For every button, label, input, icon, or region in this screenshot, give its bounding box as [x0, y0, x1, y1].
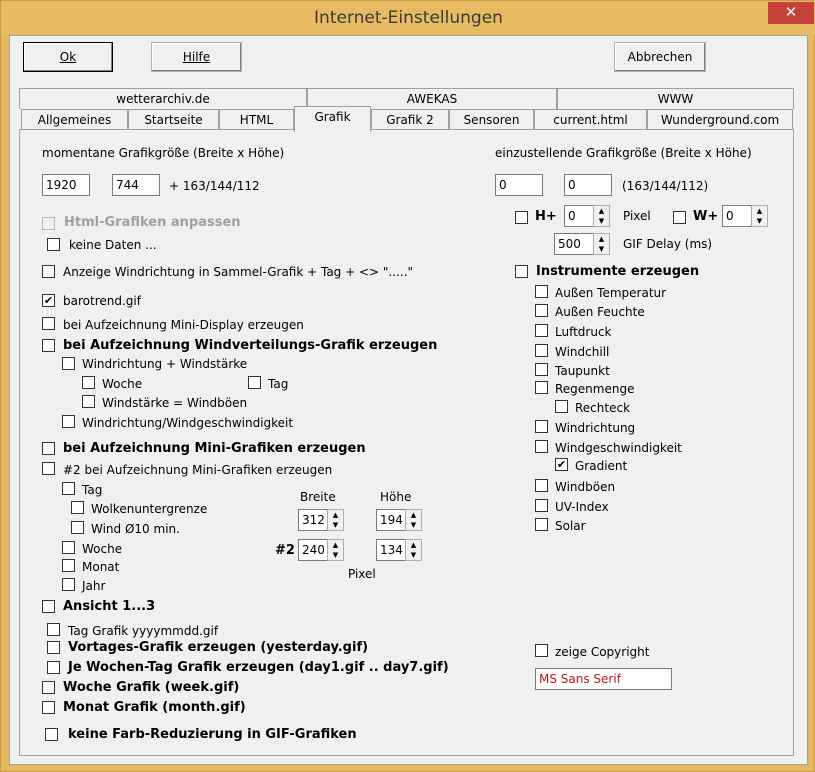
inst-windchill-checkbox[interactable] — [535, 344, 548, 357]
wind-dir-speed-label: Windrichtung + Windstärke — [82, 357, 248, 371]
barotrend-checkbox[interactable]: ✔ — [43, 294, 54, 307]
wind-dir-sammel-checkbox[interactable] — [42, 265, 55, 278]
barotrend-label: barotrend.gif — [63, 294, 141, 308]
copyright-checkbox[interactable] — [535, 644, 548, 657]
inst-aussen-temp-label: Außen Temperatur — [555, 286, 667, 300]
jahr-label: Jahr — [82, 579, 106, 593]
wind-dir-speed2-label: Windrichtung/Windgeschwindigkeit — [82, 416, 294, 430]
help-label: Hilfe — [182, 50, 211, 64]
inst-aussen-feuchte-label: Außen Feuchte — [555, 305, 645, 319]
woche-label: Woche — [102, 377, 143, 391]
ok-label: Ok — [59, 50, 77, 64]
mini-height2-spinner[interactable]: ▲ ▼ — [405, 539, 422, 561]
wplus-checkbox[interactable] — [673, 211, 686, 224]
ok-button[interactable] — [23, 42, 113, 72]
second-set-label: #2 — [275, 543, 295, 558]
woche2-label: Woche — [82, 542, 123, 556]
wind-dist-label: bei Aufzeichnung Windverteilungs-Grafik erzeugen — [63, 338, 438, 353]
inst-regenmenge-label: Regenmenge — [555, 382, 635, 396]
hplus-checkbox[interactable] — [515, 211, 528, 224]
monat-label: Monat — [82, 560, 120, 574]
inst-taupunkt-checkbox[interactable] — [535, 363, 548, 376]
instruments-checkbox[interactable] — [515, 265, 528, 278]
woche-grafik-label: Woche Grafik (week.gif) — [63, 680, 240, 695]
inst-windrichtung-checkbox[interactable] — [535, 420, 548, 433]
tab-www[interactable]: WWW — [557, 88, 794, 109]
cancel-button[interactable] — [614, 42, 706, 72]
woche2-checkbox[interactable] — [62, 541, 75, 554]
tag2-checkbox[interactable] — [62, 482, 75, 495]
mini-size-unit: Pixel — [348, 567, 376, 581]
tab-html[interactable]: HTML — [219, 109, 294, 130]
copyright-label: zeige Copyright — [555, 645, 650, 659]
breite-header: Breite — [300, 490, 336, 504]
hplus-spinner[interactable]: ▲ ▼ — [593, 205, 610, 227]
keine-farb-checkbox[interactable] — [45, 728, 58, 741]
jahr-checkbox[interactable] — [62, 578, 75, 591]
mini-grafiken-label: bei Aufzeichnung Mini-Grafiken erzeugen — [63, 441, 366, 456]
ansicht-label: Ansicht 1...3 — [63, 599, 156, 614]
mini-grafiken2-label: #2 bei Aufzeichnung Mini-Grafiken erzeugen — [63, 463, 333, 477]
inst-solar-checkbox[interactable] — [535, 518, 548, 531]
wind-gusts-label: Windstärke = Windböen — [102, 396, 248, 410]
wind10-checkbox[interactable] — [71, 521, 84, 534]
wind-dir-sammel-label: Anzeige Windrichtung in Sammel-Grafik + Tag + <> "....." — [63, 265, 414, 279]
inst-rechteck-checkbox[interactable] — [555, 400, 568, 413]
gif-delay-field[interactable]: 500 — [554, 233, 594, 255]
tag2-label: Tag — [82, 483, 103, 497]
tab-awekas[interactable]: AWEKAS — [307, 88, 557, 109]
mini-display-checkbox[interactable] — [42, 317, 55, 330]
inst-solar-label: Solar — [555, 519, 586, 533]
vortages-checkbox[interactable] — [47, 641, 60, 654]
monat-grafik-label: Monat Grafik (month.gif) — [63, 700, 246, 715]
keine-farb-label: keine Farb-Reduzierung in GIF-Grafiken — [68, 727, 357, 742]
monat-checkbox[interactable] — [62, 559, 75, 572]
woche-grafik-checkbox[interactable] — [42, 681, 55, 694]
gif-delay-label: GIF Delay (ms) — [623, 237, 713, 251]
wochen-tag-label: Je Wochen-Tag Grafik erzeugen (day1.gif .. day7.gif) — [68, 660, 449, 675]
mini-width1-field[interactable]: 312 — [298, 509, 328, 531]
mini-display-label: bei Aufzeichnung Mini-Display erzeugen — [63, 318, 304, 332]
inst-windboeen-label: Windböen — [555, 480, 616, 494]
current-height-field[interactable]: 744 — [112, 174, 160, 196]
current-size-suffix: + 163/144/112 — [169, 179, 260, 193]
wind-dir-speed-checkbox[interactable] — [62, 357, 75, 370]
mini-height1-spinner[interactable]: ▲ ▼ — [405, 509, 422, 531]
tab-grafik[interactable]: Grafik — [294, 106, 371, 132]
hoehe-header: Höhe — [380, 490, 412, 504]
inst-gradient-checkbox[interactable]: ✔ — [556, 458, 567, 471]
mini-width2-field[interactable]: 240 — [298, 539, 328, 561]
cloud-checkbox[interactable] — [71, 501, 84, 514]
inst-uv-index-label: UV-Index — [555, 500, 609, 514]
cancel-label: Abbrechen — [627, 50, 693, 64]
woche-checkbox[interactable] — [82, 376, 95, 389]
vortages-label: Vortages-Grafik erzeugen (yesterday.gif) — [68, 640, 369, 655]
instruments-header: Instrumente erzeugen — [536, 264, 700, 279]
inst-rechteck-label: Rechteck — [575, 401, 631, 415]
font-name-field[interactable]: MS Sans Serif — [535, 668, 672, 690]
tag-checkbox[interactable] — [248, 376, 261, 389]
mini-grafiken-checkbox[interactable] — [42, 442, 55, 455]
hplus-label: H+ — [535, 209, 557, 224]
wind10-label: Wind Ø10 min. — [91, 522, 180, 536]
tab-grafik2[interactable]: Grafik 2 — [371, 109, 449, 130]
wplus-label: W+ — [693, 209, 719, 224]
inst-taupunkt-label: Taupunkt — [555, 364, 610, 378]
inst-gradient-label: Gradient — [575, 459, 628, 473]
target-height-field[interactable]: 0 — [564, 174, 612, 196]
tag-grafik-label: Tag Grafik yyyymmdd.gif — [68, 624, 219, 638]
cloud-label: Wolkenuntergrenze — [91, 502, 208, 516]
title-bar — [1, 1, 815, 35]
wind-dist-checkbox[interactable] — [42, 339, 55, 352]
window-title: Internet-Einstellungen — [314, 8, 503, 28]
tab-startseite[interactable]: Startseite — [128, 109, 219, 130]
mini-height2-field[interactable]: 134 — [376, 539, 406, 561]
ansicht-checkbox[interactable] — [42, 600, 55, 613]
tab-wunderground[interactable]: Wunderground.com — [647, 109, 793, 130]
wplus-spinner[interactable]: ▲ ▼ — [751, 205, 768, 227]
tab-sensoren[interactable]: Sensoren — [449, 109, 534, 130]
wplus-field[interactable]: 0 — [722, 205, 752, 227]
tag-grafik-checkbox[interactable] — [47, 623, 60, 636]
target-size-label: einzustellende Grafikgröße (Breite x Höhe) — [495, 146, 752, 160]
no-data-checkbox[interactable] — [47, 238, 60, 251]
inst-luftdruck-checkbox[interactable] — [535, 324, 548, 337]
tab-allgemeines[interactable]: Allgemeines — [21, 109, 128, 130]
html-adjust-label: Html-Grafiken anpassen — [64, 215, 241, 230]
target-width-field[interactable]: 0 — [495, 174, 543, 196]
wind-gusts-checkbox[interactable] — [82, 395, 95, 408]
inst-windgeschwindigkeit-label: Windgeschwindigkeit — [555, 441, 682, 455]
inst-windgeschwindigkeit-checkbox[interactable] — [535, 440, 548, 453]
current-size-label: momentane Grafikgröße (Breite x Höhe) — [42, 146, 285, 160]
inst-aussen-temp-checkbox[interactable] — [535, 285, 548, 298]
no-data-label: keine Daten ... — [69, 238, 157, 252]
inst-windrichtung-label: Windrichtung — [555, 421, 636, 435]
mini-height1-field[interactable]: 194 — [376, 509, 406, 531]
wind-dir-speed2-checkbox[interactable] — [62, 415, 75, 428]
mini-width2-spinner[interactable]: ▲ ▼ — [327, 539, 344, 561]
inst-windboeen-checkbox[interactable] — [535, 479, 548, 492]
mini-grafiken2-checkbox[interactable] — [42, 462, 55, 475]
inst-uv-index-checkbox[interactable] — [535, 499, 548, 512]
wochen-tag-checkbox[interactable] — [47, 661, 60, 674]
hplus-field[interactable]: 0 — [564, 205, 594, 227]
gif-delay-spinner[interactable]: ▲ ▼ — [593, 233, 610, 255]
inst-luftdruck-label: Luftdruck — [555, 325, 612, 339]
monat-grafik-checkbox[interactable] — [42, 701, 55, 714]
mini-width1-spinner[interactable]: ▲ ▼ — [327, 509, 344, 531]
inst-regenmenge-checkbox[interactable] — [535, 381, 548, 394]
hplus-unit: Pixel — [623, 209, 651, 223]
current-width-field[interactable]: 1920 — [42, 174, 90, 196]
tab-wetterarchiv[interactable]: wetterarchiv.de — [19, 88, 307, 109]
help-button[interactable] — [151, 42, 242, 72]
close-button[interactable]: ✕ — [768, 2, 814, 24]
html-adjust-checkbox[interactable] — [42, 217, 55, 230]
inst-aussen-feuchte-checkbox[interactable] — [535, 304, 548, 317]
tag-label: Tag — [268, 377, 289, 391]
target-size-suffix: (163/144/112) — [622, 179, 709, 193]
tab-current-html[interactable]: current.html — [534, 109, 647, 130]
inst-windchill-label: Windchill — [555, 345, 610, 359]
